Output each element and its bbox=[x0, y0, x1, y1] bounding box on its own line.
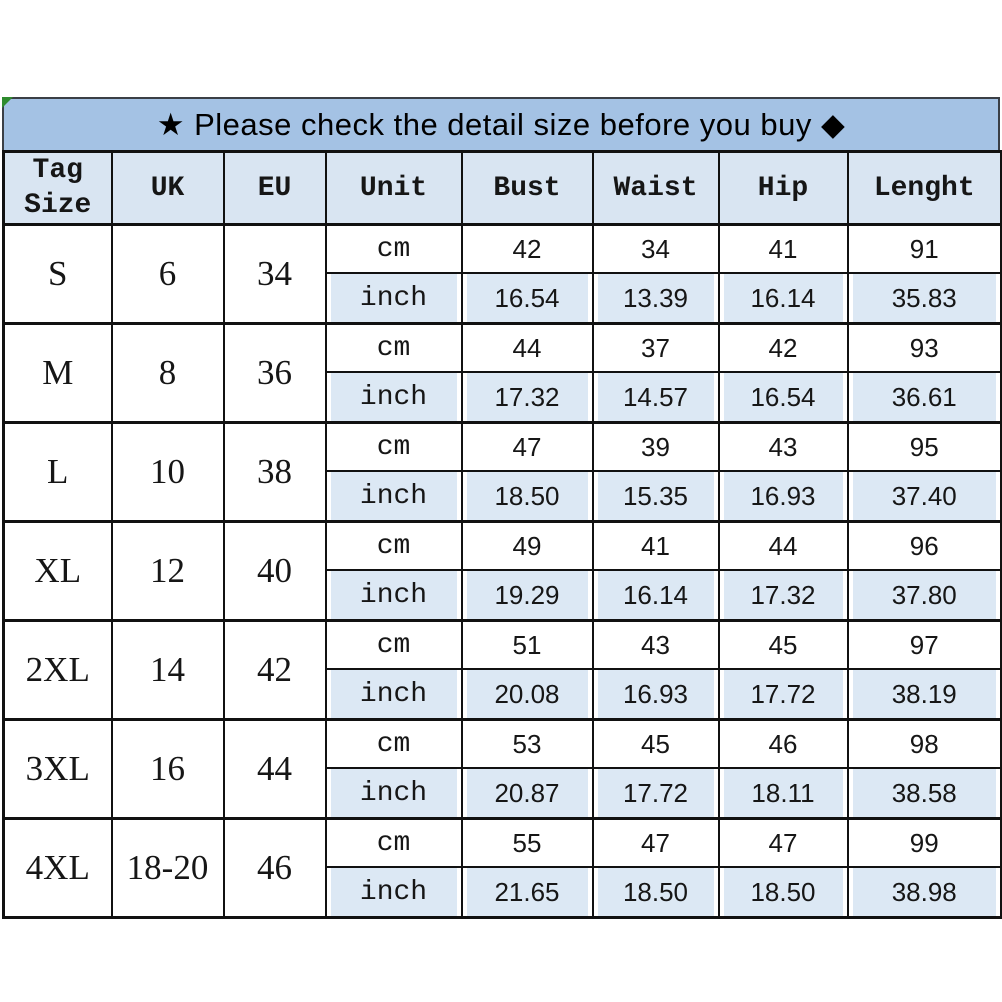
column-header-bust: Bust bbox=[462, 152, 593, 225]
tag-size-cell: L bbox=[4, 423, 112, 522]
size-row-4xl-cm bbox=[4, 819, 1002, 868]
bust-cm-value: 49 bbox=[462, 522, 593, 571]
unit-label-cm: cm bbox=[326, 720, 462, 769]
bust-cm-value: 42 bbox=[462, 225, 593, 274]
tag-size-cell: 2XL bbox=[4, 621, 112, 720]
eu-size-cell: 36 bbox=[224, 324, 326, 423]
size-row-l-cm bbox=[4, 423, 1002, 472]
lenght-inch-value: 38.98 bbox=[848, 867, 1002, 918]
waist-cm-value: 37 bbox=[593, 324, 719, 373]
unit-label-cm: cm bbox=[326, 423, 462, 472]
column-header-unit: Unit bbox=[326, 152, 462, 225]
hip-cm-value: 42 bbox=[719, 324, 848, 373]
unit-label-inch: inch bbox=[326, 669, 462, 720]
bust-cm-value: 47 bbox=[462, 423, 593, 472]
bust-inch-value: 21.65 bbox=[462, 867, 593, 918]
lenght-inch-value: 38.19 bbox=[848, 669, 1002, 720]
bust-inch-value: 17.32 bbox=[462, 372, 593, 423]
waist-cm-value: 39 bbox=[593, 423, 719, 472]
lenght-cm-value: 93 bbox=[848, 324, 1002, 373]
hip-cm-value: 44 bbox=[719, 522, 848, 571]
waist-inch-value: 18.50 bbox=[593, 867, 719, 918]
waist-cm-value: 45 bbox=[593, 720, 719, 769]
unit-label-cm: cm bbox=[326, 819, 462, 868]
header-row bbox=[4, 152, 1002, 225]
tag-size-cell: 4XL bbox=[4, 819, 112, 918]
waist-inch-value: 17.72 bbox=[593, 768, 719, 819]
size-row-3xl-cm bbox=[4, 720, 1002, 769]
unit-label-inch: inch bbox=[326, 570, 462, 621]
lenght-cm-value: 96 bbox=[848, 522, 1002, 571]
lenght-cm-value: 97 bbox=[848, 621, 1002, 670]
hip-inch-value: 16.93 bbox=[719, 471, 848, 522]
hip-inch-value: 17.72 bbox=[719, 669, 848, 720]
waist-cm-value: 43 bbox=[593, 621, 719, 670]
hip-inch-value: 18.50 bbox=[719, 867, 848, 918]
eu-size-cell: 44 bbox=[224, 720, 326, 819]
waist-inch-value: 16.14 bbox=[593, 570, 719, 621]
lenght-cm-value: 91 bbox=[848, 225, 1002, 274]
hip-inch-value: 16.54 bbox=[719, 372, 848, 423]
size-row-m-cm bbox=[4, 324, 1002, 373]
lenght-inch-value: 37.40 bbox=[848, 471, 1002, 522]
size-warning-banner bbox=[2, 97, 1000, 150]
waist-cm-value: 41 bbox=[593, 522, 719, 571]
eu-size-cell: 46 bbox=[224, 819, 326, 918]
column-header-uk: UK bbox=[112, 152, 224, 225]
hip-cm-value: 41 bbox=[719, 225, 848, 274]
uk-size-cell: 10 bbox=[112, 423, 224, 522]
waist-cm-value: 47 bbox=[593, 819, 719, 868]
size-chart-table bbox=[2, 150, 1002, 919]
lenght-inch-value: 38.58 bbox=[848, 768, 1002, 819]
unit-label-cm: cm bbox=[326, 324, 462, 373]
eu-size-cell: 34 bbox=[224, 225, 326, 324]
bust-cm-value: 44 bbox=[462, 324, 593, 373]
uk-size-cell: 18-20 bbox=[112, 819, 224, 918]
bust-inch-value: 18.50 bbox=[462, 471, 593, 522]
bust-cm-value: 51 bbox=[462, 621, 593, 670]
waist-inch-value: 16.93 bbox=[593, 669, 719, 720]
unit-label-inch: inch bbox=[326, 471, 462, 522]
green-corner-marker bbox=[2, 97, 13, 108]
size-row-s-cm bbox=[4, 225, 1002, 274]
bust-inch-value: 16.54 bbox=[462, 273, 593, 324]
bust-inch-value: 20.87 bbox=[462, 768, 593, 819]
lenght-cm-value: 99 bbox=[848, 819, 1002, 868]
waist-inch-value: 15.35 bbox=[593, 471, 719, 522]
waist-inch-value: 13.39 bbox=[593, 273, 719, 324]
hip-inch-value: 17.32 bbox=[719, 570, 848, 621]
column-header-tag-size: Tag Size bbox=[4, 152, 112, 225]
column-header-lenght: Lenght bbox=[848, 152, 1002, 225]
unit-label-inch: inch bbox=[326, 372, 462, 423]
unit-label-cm: cm bbox=[326, 522, 462, 571]
hip-inch-value: 18.11 bbox=[719, 768, 848, 819]
bust-inch-value: 20.08 bbox=[462, 669, 593, 720]
eu-size-cell: 40 bbox=[224, 522, 326, 621]
hip-cm-value: 45 bbox=[719, 621, 848, 670]
uk-size-cell: 12 bbox=[112, 522, 224, 621]
size-row-xl-cm bbox=[4, 522, 1002, 571]
tag-size-cell: S bbox=[4, 225, 112, 324]
size-row-2xl-cm bbox=[4, 621, 1002, 670]
unit-label-inch: inch bbox=[326, 273, 462, 324]
hip-inch-value: 16.14 bbox=[719, 273, 848, 324]
eu-size-cell: 38 bbox=[224, 423, 326, 522]
tag-size-cell: M bbox=[4, 324, 112, 423]
unit-label-inch: inch bbox=[326, 768, 462, 819]
uk-size-cell: 14 bbox=[112, 621, 224, 720]
uk-size-cell: 8 bbox=[112, 324, 224, 423]
lenght-cm-value: 98 bbox=[848, 720, 1002, 769]
column-header-eu: EU bbox=[224, 152, 326, 225]
bust-cm-value: 53 bbox=[462, 720, 593, 769]
hip-cm-value: 46 bbox=[719, 720, 848, 769]
size-chart-container bbox=[2, 97, 1000, 919]
bust-inch-value: 19.29 bbox=[462, 570, 593, 621]
tag-size-cell: 3XL bbox=[4, 720, 112, 819]
lenght-inch-value: 36.61 bbox=[848, 372, 1002, 423]
bust-cm-value: 55 bbox=[462, 819, 593, 868]
column-header-waist: Waist bbox=[593, 152, 719, 225]
lenght-cm-value: 95 bbox=[848, 423, 1002, 472]
waist-inch-value: 14.57 bbox=[593, 372, 719, 423]
lenght-inch-value: 35.83 bbox=[848, 273, 1002, 324]
column-header-hip: Hip bbox=[719, 152, 848, 225]
unit-label-inch: inch bbox=[326, 867, 462, 918]
unit-label-cm: cm bbox=[326, 225, 462, 274]
lenght-inch-value: 37.80 bbox=[848, 570, 1002, 621]
tag-size-cell: XL bbox=[4, 522, 112, 621]
unit-label-cm: cm bbox=[326, 621, 462, 670]
banner-text: ★ Please check the detail size before you buy ◆ bbox=[156, 106, 846, 142]
hip-cm-value: 43 bbox=[719, 423, 848, 472]
eu-size-cell: 42 bbox=[224, 621, 326, 720]
hip-cm-value: 47 bbox=[719, 819, 848, 868]
uk-size-cell: 16 bbox=[112, 720, 224, 819]
waist-cm-value: 34 bbox=[593, 225, 719, 274]
uk-size-cell: 6 bbox=[112, 225, 224, 324]
